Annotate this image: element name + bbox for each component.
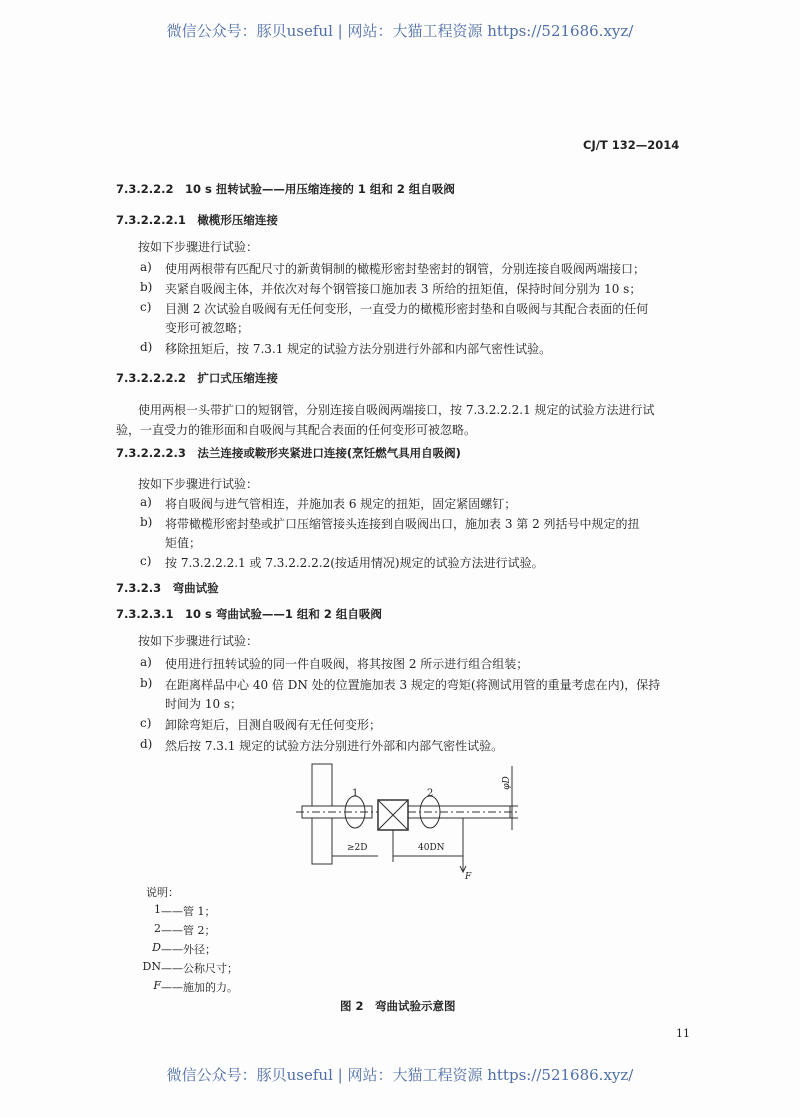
label-dist-40dn: 40DN [418,843,445,853]
label-force: F [465,872,472,882]
page-number: 11 [676,1027,690,1040]
watermark-top: 微信公众号：豚贝useful | 网站：大猫工程资源 https://521686.xyz/ [166,22,634,40]
item-label: d) [140,340,153,354]
figure-caption: 图 2 弯曲试验示意图 [340,999,456,1013]
item-text: 使用两根带有匹配尺寸的新黄铜制的橄榄形密封垫密封的钢管，分别连接自吸阀两端接口； [165,262,646,276]
item-text: 在距离样品中心 40 倍 DN 处的位置施加表 3 规定的弯矩(将测试用管的重量考虑在内)，保持 [165,678,661,692]
legend-desc: ——管 1； [161,905,216,918]
item-text: 变形可被忽略； [165,321,250,335]
item-text: 使用进行扭转试验的同一件自吸阀，将其按图 2 所示进行组合组装； [165,657,529,671]
paragraph: 验，一直受力的锥形面和自吸阀与其配合表面的任何变形可被忽略。 [116,423,477,437]
item-text: 夹紧自吸阀主体，并依次对每个钢管接口施加表 3 所给的扭矩值，保持时间分别为 10 s； [165,282,642,296]
item-label: b) [140,676,153,690]
item-text: 按 7.3.2.2.2.1 或 7.3.2.2.2.2(按适用情况)规定的试验方法进行试验。 [165,556,544,570]
legend-key: D [152,941,161,954]
item-label: a) [140,655,152,669]
item-label: a) [140,260,152,274]
legend-desc: ——管 2； [161,924,216,937]
label-dist-2d: ≥2D [347,843,368,853]
item-text: 然后按 7.3.1 规定的试验方法分别进行外部和内部气密性试验。 [165,739,504,753]
legend-key: 2 [154,922,161,935]
legend-key: F [153,979,161,992]
item-text: 时间为 10 s； [165,697,243,711]
heading-7-3-2-3-1: 7.3.2.3.1 10 s 弯曲试验——1 组和 2 组自吸阀 [116,607,382,621]
paragraph: 使用两根一头带扩口的短钢管，分别连接自吸阀两端接口，按 7.3.2.2.2.1 规定的试验方法进行试 [138,403,655,417]
standard-code: CJ/T 132—2014 [583,138,680,152]
legend-key: 1 [154,903,161,916]
legend-key: DN [142,960,161,973]
item-label: c) [140,300,152,314]
heading-7-3-2-2-2-2: 7.3.2.2.2.2 扩口式压缩连接 [116,371,278,385]
legend-desc: ——施加的力。 [161,981,238,994]
label-pipe-1: 1 [352,788,359,799]
item-text: 将自吸阀与进气管相连，并施加表 6 规定的扭矩，固定紧固螺钉； [165,497,517,511]
intro-text: 按如下步骤进行试验： [138,634,259,648]
item-text: 移除扭矩后，按 7.3.1 规定的试验方法分别进行外部和内部气密性试验。 [165,342,552,356]
legend-desc: ——公称尺寸； [161,962,238,975]
heading-7-3-2-2-2-1: 7.3.2.2.2.1 橄榄形压缩连接 [116,213,278,227]
item-label: c) [140,554,152,568]
legend-title: 说明： [146,886,179,899]
item-label: b) [140,515,153,529]
intro-text: 按如下步骤进行试验： [138,477,259,491]
item-text: 目测 2 次试验自吸阀有无任何变形，一直受力的橄榄形密封垫和自吸阀与其配合表面的任何 [165,302,649,316]
intro-text: 按如下步骤进行试验： [138,240,259,254]
item-label: d) [140,737,153,751]
heading-7-3-2-2-2: 7.3.2.2.2 10 s 扭转试验——用压缩连接的 1 组和 2 组自吸阀 [116,182,455,196]
item-label: c) [140,716,152,730]
heading-7-3-2-2-2-3: 7.3.2.2.2.3 法兰连接或鞍形夹紧进口连接(烹饪燃气具用自吸阀) [116,446,461,460]
legend-desc: ——外径； [161,943,216,956]
label-pipe-2: 2 [427,788,434,799]
item-text: 矩值； [165,536,202,550]
item-text: 将带橄榄形密封垫或扩口压缩管接头连接到自吸阀出口，施加表 3 第 2 列括号中规定的扭 [165,517,640,531]
watermark-bottom: 微信公众号：豚贝useful | 网站：大猫工程资源 https://521686.xyz/ [166,1066,634,1084]
label-diameter: φD [501,776,512,790]
item-text: 卸除弯矩后，目测自吸阀有无任何变形； [165,718,382,732]
item-label: b) [140,280,153,294]
heading-7-3-2-3: 7.3.2.3 弯曲试验 [116,581,219,595]
item-label: a) [140,495,152,509]
